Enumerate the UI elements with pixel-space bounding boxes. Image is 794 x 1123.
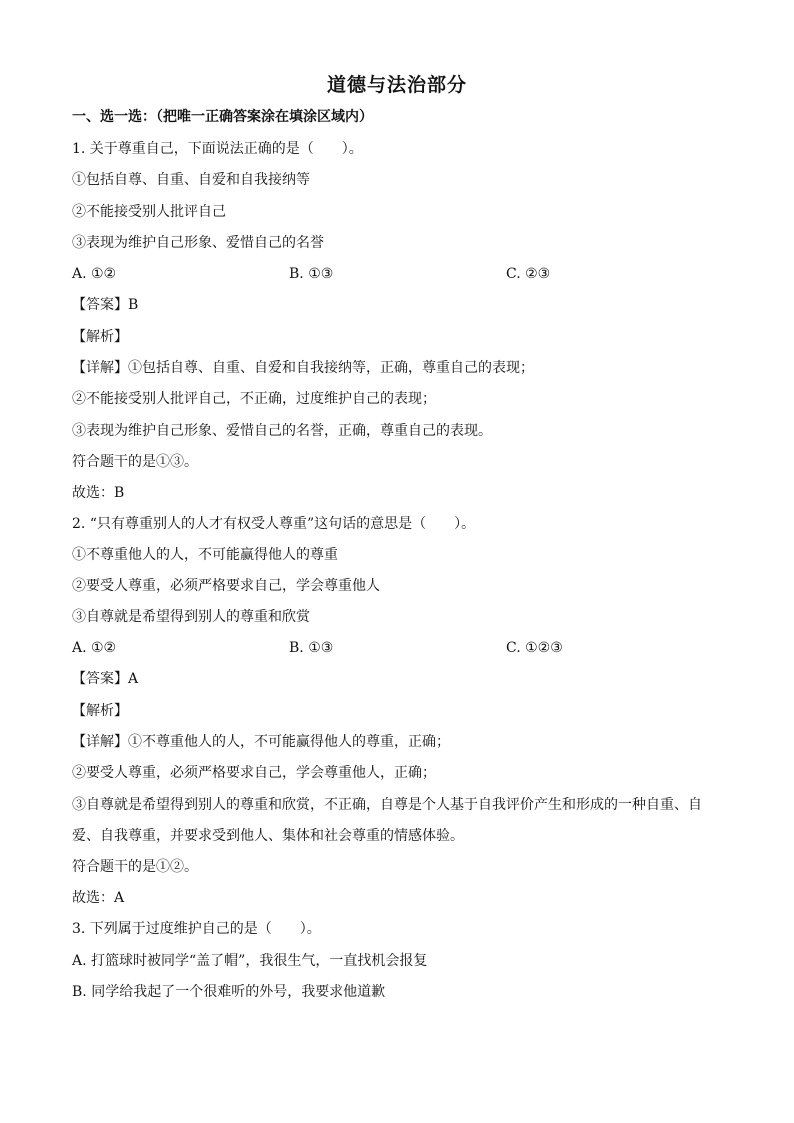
q2-option-c: C. ①②③ [506, 640, 563, 656]
q2-option-b: B. ①③ [289, 640, 334, 656]
q1-detail-1: 【详解】①包括自尊、自重、自爱和自我接纳等，正确，尊重自己的表现； [72, 360, 534, 376]
q2-stem: 2. “只有尊重别人的人才有权受人尊重”这句话的意思是（ ）。 [72, 516, 476, 532]
q1-choice: 故选：B [72, 485, 125, 501]
q2-item-3: ③自尊就是希望得到别人的尊重和欣赏 [72, 609, 310, 625]
q2-detail-4: 爱、自我尊重，并要求受到他人、集体和社会尊重的情感体验。 [72, 828, 464, 844]
q2-detail-3: ③自尊就是希望得到别人的尊重和欣赏，不正确，自尊是个人基于自我评价产生和形成的一种自重、自 [72, 797, 702, 813]
q1-detail-3: ③表现为维护自己形象、爱惜自己的名誉，正确，尊重自己的表现。 [72, 423, 492, 439]
q1-option-c: C. ②③ [506, 266, 551, 282]
q1-analysis-label: 【解析】 [72, 329, 128, 345]
q1-item-3: ③表现为维护自己形象、爱惜自己的名誉 [72, 235, 324, 251]
q2-answer: 【答案】A [72, 671, 139, 687]
q2-conclusion: 符合题干的是①②。 [72, 859, 198, 875]
q2-option-a: A. ①② [72, 640, 117, 656]
q1-option-a: A. ①② [72, 266, 117, 282]
q1-item-2: ②不能接受别人批评自己 [72, 204, 226, 220]
q1-option-b: B. ①③ [289, 266, 334, 282]
q1-stem: 1. 关于尊重自己，下面说法正确的是（ ）。 [72, 141, 363, 157]
q2-item-1: ①不尊重他人的人，不可能赢得他人的尊重 [72, 547, 338, 563]
q2-detail-1: 【详解】①不尊重他人的人，不可能赢得他人的尊重，正确； [72, 734, 450, 750]
q1-answer: 【答案】B [72, 297, 139, 313]
q1-detail-2: ②不能接受别人批评自己，不正确，过度维护自己的表现； [72, 391, 436, 407]
q1-conclusion: 符合题干的是①③。 [72, 454, 198, 470]
q2-analysis-label: 【解析】 [72, 703, 128, 719]
q2-choice: 故选：A [72, 890, 125, 906]
q2-item-2: ②要受人尊重，必须严格要求自己，学会尊重他人 [72, 578, 380, 594]
q2-detail-2: ②要受人尊重，必须严格要求自己，学会尊重他人，正确； [72, 765, 436, 781]
q3-option-a: A. 打篮球时被同学“盖了帽”，我很生气，一直找机会报复 [72, 953, 428, 969]
q3-option-b: B. 同学给我起了一个很难听的外号，我要求他道歉 [72, 984, 386, 1000]
q3-stem: 3. 下列属于过度维护自己的是（ ）。 [72, 921, 321, 937]
page-title: 道德与法治部分 [326, 74, 467, 96]
q1-item-1: ①包括自尊、自重、自爱和自我接纳等 [72, 172, 310, 188]
section-heading: 一、选一选：（把唯一正确答案涂在填涂区域内） [72, 109, 373, 125]
